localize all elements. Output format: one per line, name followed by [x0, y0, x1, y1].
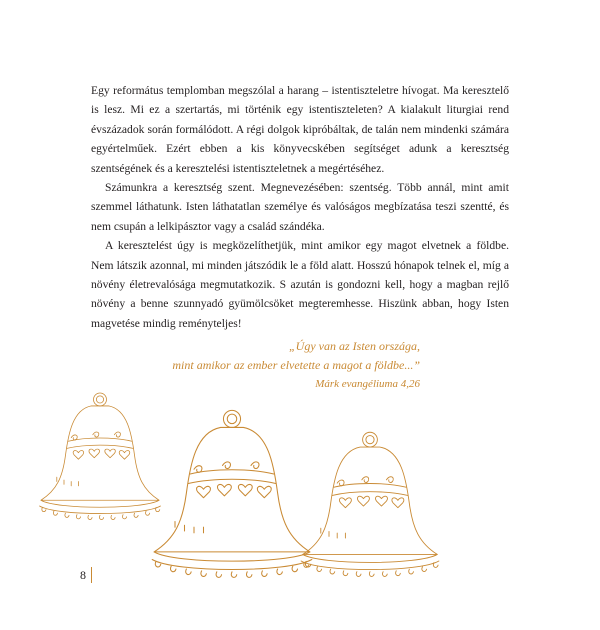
quote-line-2: mint amikor az ember elvetette a magot a földbe...”	[172, 358, 420, 372]
paragraph-1: Egy református templomban megszólal a harang – istentiszteletre hívogat. Ma keresztelő is lesz. Mi ez a szertartás, mi történik egy istentiszteleten? A kialakult liturgiai rend évszázadok során formálódott. A régi dolgok kipróbáltak, de talán nem mindenki számára egyértelműek. Ezért ebben a kis könyvecskében segítséget adunk a keresztség szentségének és a keresztelési istentiszteletnek a megértéséhez.	[91, 84, 509, 175]
quote-line-1: „Úgy van az Isten országa,	[289, 339, 420, 353]
quote-source: Márk evangéliuma 4,26	[315, 378, 420, 390]
paragraph-2: Számunkra a keresztség szent. Megnevezésében: szentség. Több annál, mint amit szemmel láthatunk. Isten láthatatlan személye és valóságos megbízatása teszi szentté, és nem csupán a lelkipásztor vagy a család szándéka.	[91, 181, 509, 233]
page-number: 8	[80, 568, 86, 582]
page-number-divider	[91, 567, 92, 583]
paragraph-3: A keresztelést úgy is megközelíthetjük, mint amikor egy magot elvetnek a földbe. Nem látszik azonnal, mi minden játszódik le a föld alatt. Hosszú hónapok telnek el, míg a növény életrevalósága megmutatkozik. S azután is gondozni kell, hogy a magban rejlő növény a benne szunnyadó gyümölcsöket megteremhesse. Hiszünk abban, hogy Isten magvetése mindig reményteljes!	[91, 239, 509, 330]
